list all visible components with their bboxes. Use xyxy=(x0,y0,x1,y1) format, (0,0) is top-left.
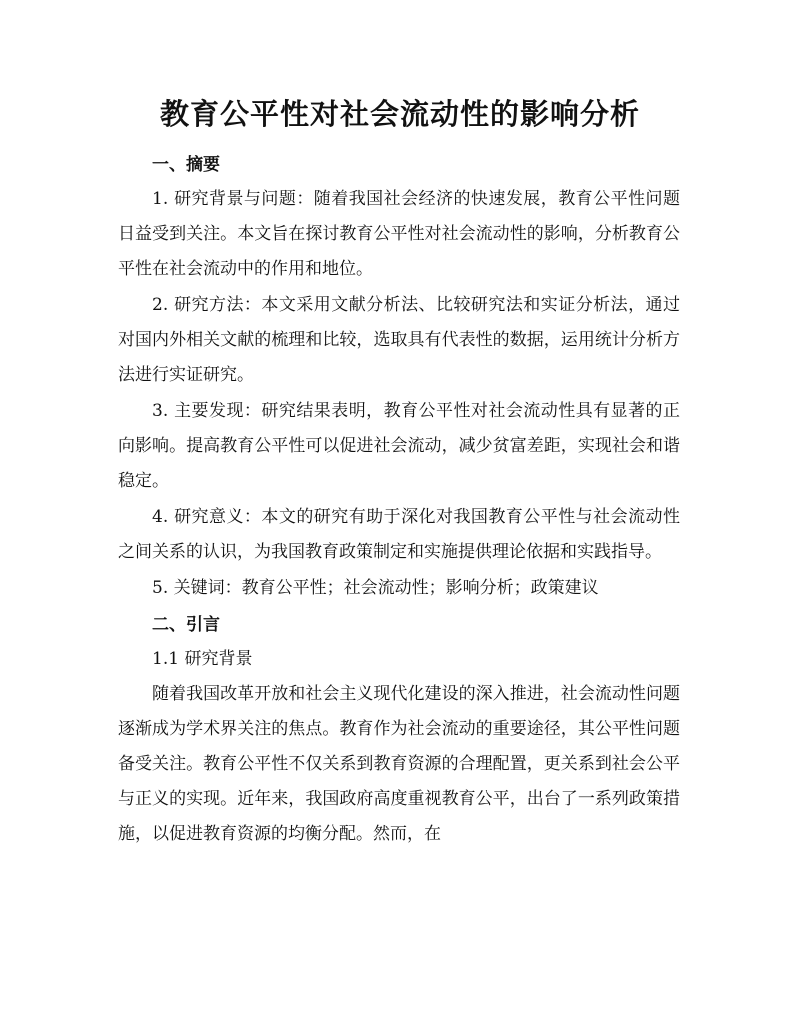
intro-paragraph: 随着我国改革开放和社会主义现代化建设的深入推进，社会流动性问题逐渐成为学术界关注的焦点。教育作为社会流动的重要途径，其公平性问题备受关注。教育公平性不仅关系到教育资源的合理配置，更关系到社会公平与正义的实现。近年来，我国政府高度重视教育公平，出台了一系列政策措施，以促进教育资源的均衡分配。然而，在 xyxy=(118,684,680,844)
abstract-heading: 一、摘要 xyxy=(152,155,220,175)
abstract-item-3: 3. 主要发现：研究结果表明，教育公平性对社会流动性具有显著的正向影响。提高教育公平性可以促进社会流动，减少贫富差距，实现社会和谐稳定。 xyxy=(118,401,680,491)
document-title: 教育公平性对社会流动性的影响分析 xyxy=(159,97,640,131)
document-body xyxy=(118,146,680,852)
intro-subheading: 1.1 研究背景 xyxy=(152,649,253,669)
abstract-item-1: 1. 研究背景与问题：随着我国社会经济的快速发展，教育公平性问题日益受到关注。本文旨在探讨教育公平性对社会流动性的影响，分析教育公平性在社会流动中的作用和地位。 xyxy=(118,189,680,279)
intro-heading: 二、引言 xyxy=(152,615,220,635)
abstract-item-5: 5. 关键词：教育公平性；社会流动性；影响分析；政策建议 xyxy=(152,578,599,598)
abstract-item-2: 2. 研究方法：本文采用文献分析法、比较研究法和实证分析法，通过对国内外相关文献的梳理和比较，选取具有代表性的数据，运用统计分析方法进行实证研究。 xyxy=(118,295,680,385)
abstract-item-4: 4. 研究意义：本文的研究有助于深化对我国教育公平性与社会流动性之间关系的认识，为我国教育政策制定和实施提供理论依据和实践指导。 xyxy=(118,507,680,562)
